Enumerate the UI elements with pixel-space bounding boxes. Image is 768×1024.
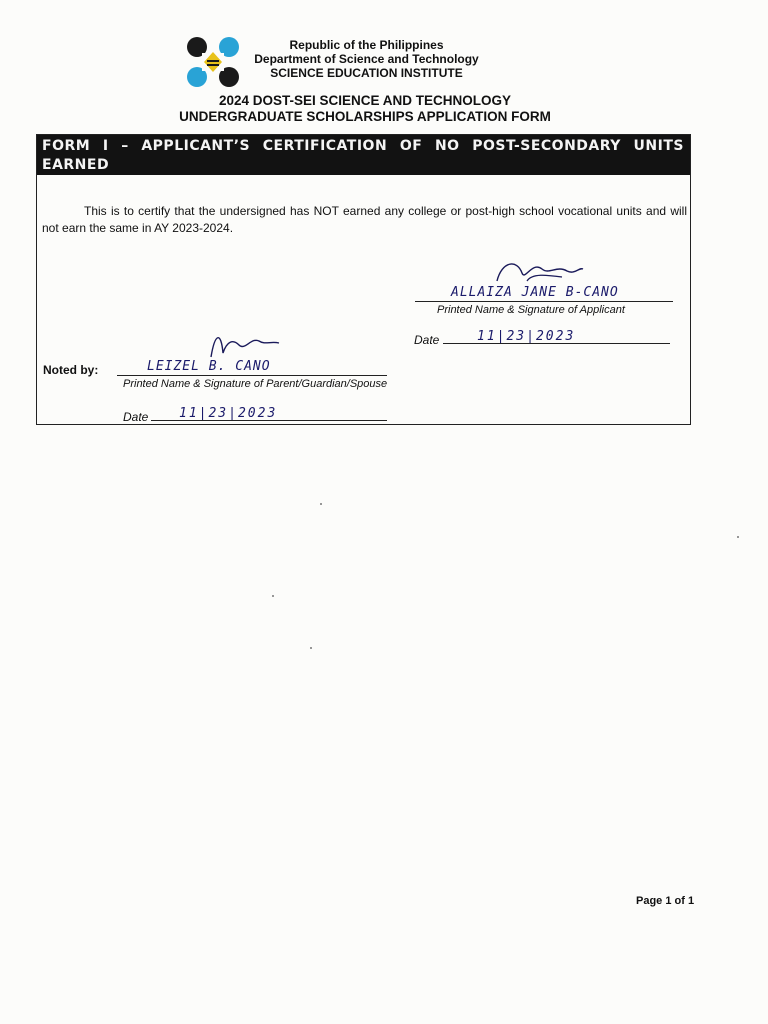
agency-header [244, 38, 489, 80]
applicant-signature-line [415, 301, 673, 302]
parent-name: LEIZEL B. CANO [147, 359, 271, 374]
scan-speck [272, 595, 274, 597]
scan-speck [737, 536, 739, 538]
form-title [120, 93, 610, 125]
agency-line-3: SCIENCE EDUCATION INSTITUTE [270, 66, 463, 80]
parent-caption: Printed Name & Signature of Parent/Guardian/Spouse [123, 378, 388, 390]
scan-speck [320, 503, 322, 505]
agency-line-1: Republic of the Philippines [289, 38, 444, 52]
parent-date-label: Date [123, 410, 149, 424]
applicant-caption: Printed Name & Signature of Applicant [437, 304, 625, 316]
noted-by-label: Noted by: [43, 363, 99, 377]
form-heading: FORM I – APPLICANT’S CERTIFICATION OF NO POST-SECONDARY UNITS EARNED [37, 135, 690, 175]
agency-line-2: Department of Science and Technology [254, 52, 479, 66]
dost-logo-icon [185, 36, 241, 88]
applicant-date-label: Date [414, 333, 440, 347]
page-number: Page 1 of 1 [636, 895, 695, 907]
form-title-line-2: UNDERGRADUATE SCHOLARSHIPS APPLICATION FORM [179, 109, 551, 124]
parent-signature-line [117, 375, 387, 376]
parent-signature-icon [203, 327, 283, 363]
parent-date-line [151, 420, 387, 421]
certification-form [36, 134, 691, 425]
form-title-line-1: 2024 DOST-SEI SCIENCE AND TECHNOLOGY [218, 93, 512, 108]
scan-speck [310, 647, 312, 649]
applicant-date-line [443, 343, 670, 344]
certification-text: This is to certify that the undersigned has NOT earned any college or post-high school vocational units and will not earn the same in AY 2023-2024. [42, 204, 687, 235]
parent-date-value: 11|23|2023 [179, 406, 278, 421]
applicant-name: ALLAIZA JANE B-CANO [451, 285, 619, 300]
applicant-date-value: 11|23|2023 [477, 329, 576, 344]
